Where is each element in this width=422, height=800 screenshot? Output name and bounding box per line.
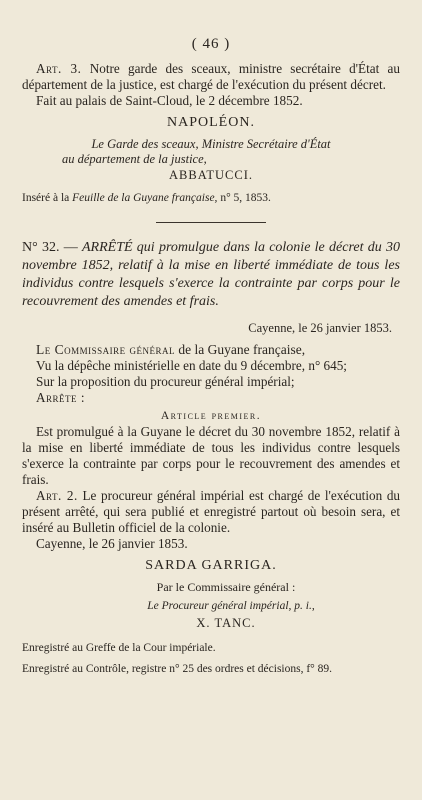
vu-line: Vu la dépêche ministérielle en date du 9 décembre, n° 645; [36,358,347,373]
insere-prefix: Inséré à la [22,192,70,204]
par-commissaire-line: Par le Commissaire général : [156,580,296,594]
arrete-title [22,239,400,311]
enregistre-greffe: Enregistré au Greffe de la Cour impériale. [22,642,216,654]
arrete-number: N° 32. — [22,240,78,255]
signature-sarda-garriga: SARDA GARRIGA. [145,558,277,573]
insere-publication: Feuille de la Guyane française, [72,192,218,204]
section-divider [156,222,266,223]
cayenne-line: Cayenne, le 26 janvier 1853. [36,536,188,551]
commissaire-line [22,342,400,358]
countersign-name: ABBATUCCI. [169,168,253,182]
commissaire-rest: de la Guyane française, [178,342,306,357]
insere-line [22,191,400,206]
commissaire-label: Le Commissaire général [36,342,176,357]
article-2-paragraph [22,488,400,536]
article-1-text: Est promulgué à la Guyane le décret du 30 novembre 1852, relatif à la mise en liberté immédiate de tous les individus contre lesquels s'exerce la contrainte par corps pour le recouvrement des amendes et frais. [22,424,400,487]
article-3-paragraph [22,61,400,93]
arrete-heading: Arrête : [36,390,85,405]
article-3-label: Art. 3. [36,61,82,76]
insere-suffix: n° 5, 1853. [220,192,271,204]
enregistre-controle: Enregistré au Contrôle, registre n° 25 des ordres et décisions, f° 89. [22,663,333,675]
article-premier-heading: Article premier. [160,410,262,422]
countersign-line-2: au département de la justice, [62,152,207,166]
procureur-line: Le Procureur général impérial, p. i., [147,600,315,612]
arrete-date: Cayenne, le 26 janvier 1853. [248,321,392,335]
procureur-name: X. TANC. [196,616,256,630]
sur-line: Sur la proposition du procureur général impérial; [36,374,295,389]
fait-line: Fait au palais de Saint-Cloud, le 2 décembre 1852. [36,93,303,108]
article-2-text: Le procureur général impérial est chargé de l'exécution du présent arrêté, qui sera publié et enregistré partout où besoin sera, et inséré au Bulletin officiel de la colonie. [22,488,401,535]
signature-napoleon: NAPOLÉON. [167,115,255,130]
article-3-text: Notre garde des sceaux, ministre secrétaire d'État au département de la justice, est chargé de l'exécution du présent décret. [22,61,400,92]
page-number: ( 46 ) [191,36,231,52]
article-2-label: Art. 2. [36,488,78,503]
countersign-line-1: Le Garde des sceaux, Ministre Secrétaire d'État [91,137,331,151]
arrete-title-text: ARRÊTÉ qui promulgue dans la colonie le décret du 30 novembre 1852, relatif à la mise en liberté immédiate de tous les individus contre lesquels s'exerce la contrainte par corps pour le recouvrement des amendes et frais. [22,240,401,309]
